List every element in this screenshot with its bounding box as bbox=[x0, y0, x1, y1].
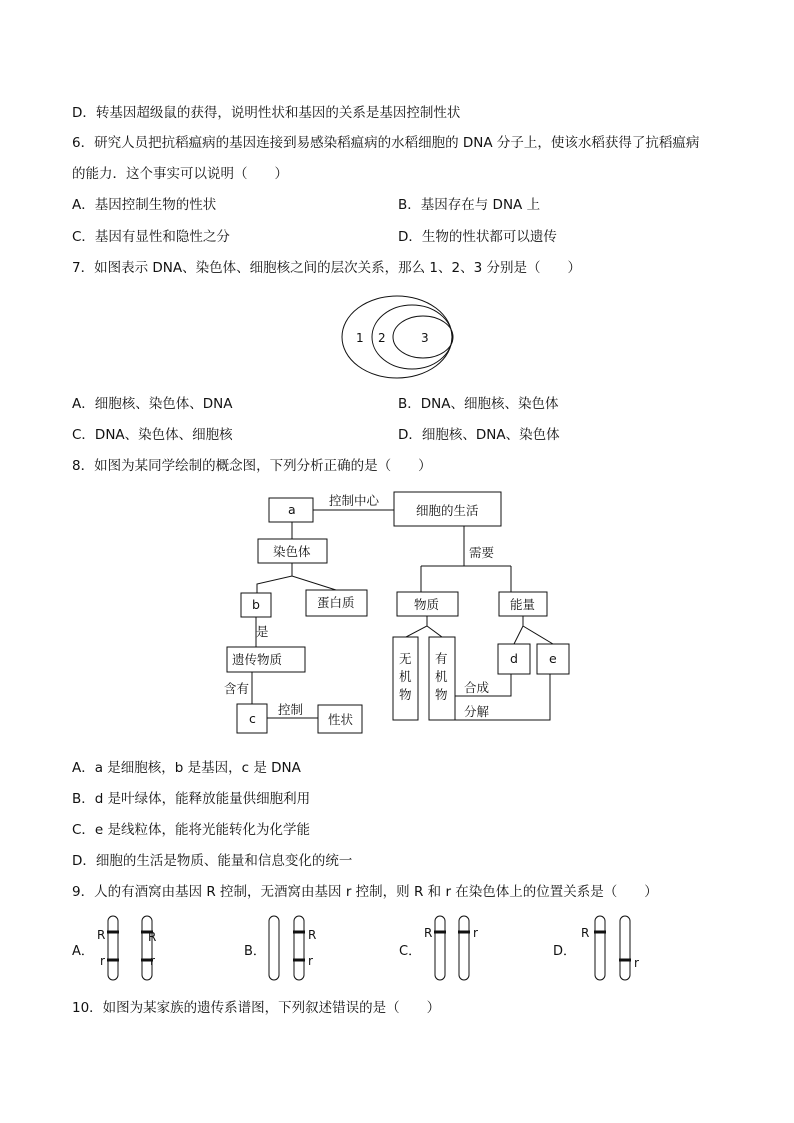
label-inorganic-1: 无 bbox=[399, 651, 412, 666]
option-letter-d: D． bbox=[553, 944, 577, 959]
option-letter-b: B． bbox=[244, 944, 266, 959]
label-control: 控制 bbox=[278, 702, 304, 717]
label-control-center: 控制中心 bbox=[329, 493, 380, 508]
q6-option-d: D．生物的性状都可以遗传 bbox=[398, 229, 557, 245]
label-protein: 蛋白质 bbox=[317, 595, 355, 610]
label-e: e bbox=[549, 651, 557, 666]
label-3: 3 bbox=[421, 331, 429, 345]
label-matter: 物质 bbox=[414, 597, 440, 612]
q9-stem: 9．人的有酒窝由基因 R 控制，无酒窝由基因 r 控制，则 R 和 r 在染色体上的位置关系是（ ） bbox=[72, 884, 658, 900]
label-c: c bbox=[249, 711, 256, 726]
label-inorganic-3: 物 bbox=[399, 687, 412, 702]
chromosome-c2 bbox=[459, 916, 469, 980]
edge-energy-fork bbox=[514, 616, 553, 644]
chromosome-b1 bbox=[269, 916, 279, 980]
label-is: 是 bbox=[256, 624, 269, 639]
q10-stem: 10．如图为某家族的遗传系谱图，下列叙述错误的是（ ） bbox=[72, 1000, 441, 1016]
label-energy: 能量 bbox=[510, 597, 536, 612]
allele-a-r1: r bbox=[100, 954, 105, 968]
option-letter-c: C． bbox=[399, 944, 422, 959]
q7-nested-ellipses-figure bbox=[338, 292, 456, 384]
edge-chromosome-fork bbox=[257, 563, 336, 593]
chromosome-d1 bbox=[595, 916, 605, 980]
label-organic-1: 有 bbox=[435, 651, 448, 666]
label-organic-2: 机 bbox=[435, 669, 448, 684]
label-trait: 性状 bbox=[328, 712, 354, 727]
allele-d-R: R bbox=[581, 926, 590, 940]
q7-option-b: B．DNA、细胞核、染色体 bbox=[398, 396, 559, 412]
q8-option-a: A．a 是细胞核，b 是基因，c 是 DNA bbox=[72, 760, 301, 776]
q7-option-a: A．细胞核、染色体、DNA bbox=[72, 396, 233, 412]
allele-b-r: r bbox=[308, 954, 313, 968]
allele-a-R2: R bbox=[148, 930, 157, 944]
chromosome-a2 bbox=[142, 916, 152, 980]
q5-option-d: D．转基因超级鼠的获得，说明性状和基因的关系是基因控制性状 bbox=[72, 105, 461, 121]
q9-chromosome-options bbox=[68, 912, 668, 988]
allele-c-r: r bbox=[473, 926, 478, 940]
label-2: 2 bbox=[378, 331, 386, 345]
allele-d-r: r bbox=[634, 956, 639, 970]
label-synthesis: 合成 bbox=[464, 680, 490, 695]
label-contains: 含有 bbox=[224, 681, 250, 696]
edge-need-split bbox=[421, 566, 511, 592]
label-decompose: 分解 bbox=[464, 704, 490, 719]
q8-stem: 8．如图为某同学绘制的概念图，下列分析正确的是（ ） bbox=[72, 458, 432, 474]
chromosome-d2 bbox=[620, 916, 630, 980]
label-a: a bbox=[288, 502, 296, 517]
label-chromosome: 染色体 bbox=[273, 544, 311, 559]
label-1: 1 bbox=[356, 331, 364, 345]
q7-stem: 7．如图表示 DNA、染色体、细胞核之间的层次关系，那么 1、2、3 分别是（ ） bbox=[72, 260, 581, 276]
q8-option-c: C．e 是线粒体，能将光能转化为化学能 bbox=[72, 822, 311, 838]
q8-option-d: D．细胞的生活是物质、能量和信息变化的统一 bbox=[72, 853, 353, 869]
label-inorganic-2: 机 bbox=[399, 669, 412, 684]
option-letter-a: A． bbox=[72, 944, 94, 959]
chromosome-c1 bbox=[435, 916, 445, 980]
chromosome-b2 bbox=[294, 916, 304, 980]
q8-option-b: B．d 是叶绿体，能释放能量供细胞利用 bbox=[72, 791, 311, 807]
label-b: b bbox=[252, 597, 260, 612]
q6-option-c: C．基因有显性和隐性之分 bbox=[72, 229, 230, 245]
q7-option-d: D．细胞核、DNA、染色体 bbox=[398, 427, 560, 443]
q6-stem-line1: 6．研究人员把抗稻瘟病的基因连接到易感染稻瘟病的水稻细胞的 DNA 分子上，使该水稻获得了抗稻瘟病 bbox=[72, 135, 700, 151]
edge-matter-fork bbox=[406, 616, 442, 637]
label-d: d bbox=[510, 651, 518, 666]
q8-concept-map bbox=[220, 486, 580, 736]
q6-option-a: A．基因控制生物的性状 bbox=[72, 197, 217, 213]
label-genetic-material: 遗传物质 bbox=[232, 652, 283, 667]
q6-stem-line2: 的能力．这个事实可以说明（ ） bbox=[72, 166, 288, 182]
allele-b-R: R bbox=[308, 928, 317, 942]
q7-option-c: C．DNA、染色体、细胞核 bbox=[72, 427, 233, 443]
allele-a-r2: r bbox=[150, 954, 155, 968]
label-cell-life: 细胞的生活 bbox=[416, 503, 479, 518]
q6-option-b: B．基因存在与 DNA 上 bbox=[398, 197, 541, 213]
label-need: 需要 bbox=[469, 545, 495, 560]
allele-c-R: R bbox=[424, 926, 433, 940]
allele-a-R1: R bbox=[97, 928, 106, 942]
chromosome-a1 bbox=[108, 916, 118, 980]
label-organic-3: 物 bbox=[435, 687, 448, 702]
